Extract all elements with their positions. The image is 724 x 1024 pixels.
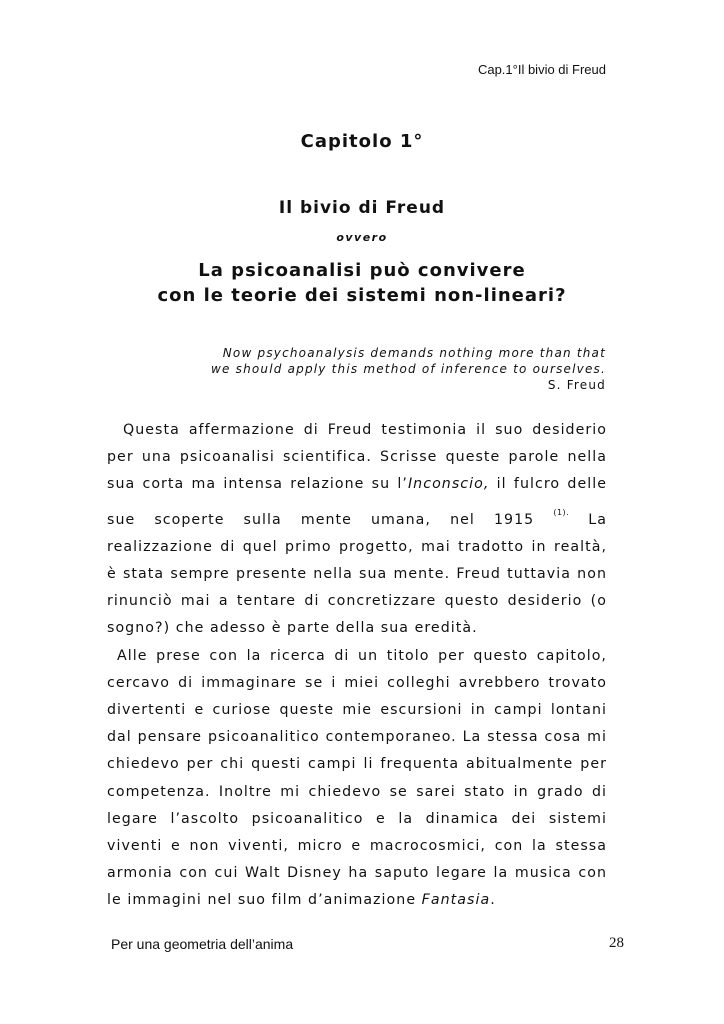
body-text	[107, 417, 607, 915]
footnote-ref-1: (1).	[553, 507, 570, 517]
question-line-1: La psicoanalisi può convivere	[198, 260, 526, 281]
question-line-2: con le teorie dei sistemi non-lineari?	[157, 285, 567, 306]
p2-text-a: Alle prese con la ricerca di un titolo per questo capitolo, cercavo di immaginare se i miei colleghi avrebbero trovato divertenti e curiose queste mie escursioni in campi lontani dal pensare psicoanalitico contemporaneo. La stessa cosa mi chiedevo per chi questi campi li frequenta abitualmente per competenza. Inoltre mi chiedevo se sarei stato in grado di legare l’ascolto psicoanalitico e la dinamica dei sistemi viventi e non viventi, micro e macrocosmici, con la stessa armonia con cui Walt Disney ha saputo legare la musica con le immagini nel suo film d’animazione	[107, 647, 607, 909]
epigraph	[211, 345, 606, 393]
paragraph-2	[107, 643, 607, 915]
p1-text-b: il fulcro delle sue scoperte sulla mente umana, nel 1915	[107, 476, 607, 528]
epigraph-line-2: we should apply this method of inference to ourselves.	[211, 362, 606, 376]
footer-book-title: Per una geometria dell’anima	[111, 936, 294, 952]
epigraph-line-1: Now psychoanalysis demands nothing more than that	[222, 346, 606, 360]
chapter-question	[0, 258, 724, 308]
ovvero-connector: ovvero	[336, 231, 388, 244]
chapter-subtitle: Il bivio di Freud	[278, 198, 446, 218]
p1-text-a: Questa affermazione di Freud testimonia il suo desiderio per una psicoanalisi scientifica. Scrisse queste parole nella sua corta ma intensa relazione su l’	[107, 422, 607, 493]
p1-italic-term: Inconscio,	[407, 476, 490, 493]
chapter-heading: Capitolo 1°	[300, 131, 424, 152]
p2-italic-title: Fantasia	[421, 892, 491, 909]
paragraph-1	[107, 417, 607, 643]
page-number: 28	[609, 935, 624, 951]
p1-text-c: La realizzazione di quel primo progetto, mai tradotto in realtà, è stata sempre presente nella sua mente. Freud tuttavia non rinunciò mai a tentare di concretizzare questo desiderio (o sogno?) che adesso è parte della sua eredità.	[107, 511, 607, 637]
epigraph-author: S. Freud	[547, 378, 606, 392]
p2-text-b: .	[490, 892, 496, 909]
running-head: Cap.1°Il bivio di Freud	[477, 62, 606, 77]
